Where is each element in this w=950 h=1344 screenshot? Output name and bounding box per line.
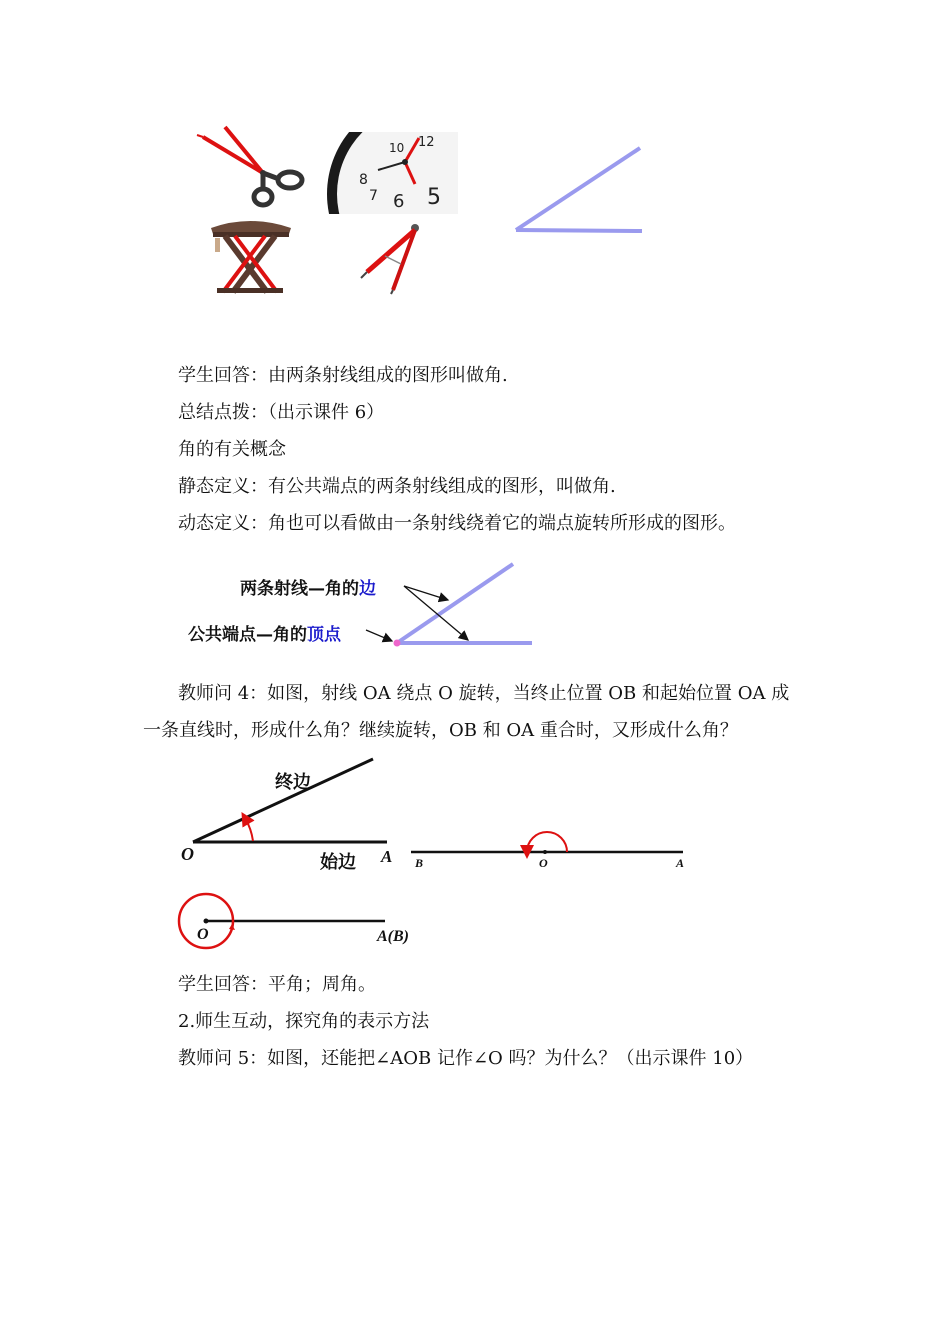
paragraph-question-4-line1: 教师问 4：如图，射线 OA 绕点 O 旋转，当终止位置 OB 和起始位置 OA 成 [178,683,790,704]
folding-stool-icon [205,218,295,296]
clock-number-5: 5 [427,185,441,210]
clock-icon [323,132,458,214]
ray-upper [397,564,513,643]
label-o-acute: O [181,844,194,864]
clock-number-8: 8 [359,172,368,188]
label-a-acute: A [381,847,393,866]
vertex-dot [394,640,401,647]
paragraph-section-heading: 2.师生互动，探究角的表示方法 [178,1011,430,1032]
label-initial-side: 始边 [320,852,356,873]
paragraph-summary: 总结点拨：（出示课件 6） [178,402,385,423]
paragraph-student-answer-1: 学生回答：由两条射线组成的图形叫做角. [178,365,508,386]
label-o-full: O [197,926,209,943]
label-rays: 两条射线—角的边 [240,579,376,599]
paragraph-question-4-line2: 一条直线时，形成什么角？继续旋转，OB 和 OA 重合时，又形成什么角？ [143,720,738,741]
label-ab-full: A(B) [377,928,409,945]
paragraph-question-5: 教师问 5：如图，还能把∠AOB 记作∠O 吗？为什么？（出示课件 10） [178,1048,754,1069]
drawing-compass-icon [355,220,440,295]
figure-angle-parts [180,558,550,653]
figure-rotation [175,752,695,952]
label-a-straight: A [676,856,685,870]
illustration-panel [175,120,645,300]
paragraph-concept-heading: 角的有关概念 [178,439,286,460]
clock-number-6: 6 [393,191,405,212]
scissors-icon [195,125,310,210]
label-terminal-side: 终边 [275,772,311,793]
clock-number-10: 10 [389,141,405,155]
paragraph-student-answer-2: 学生回答：平角；周角。 [178,974,376,995]
label-vertex: 公共端点—角的顶点 [188,625,341,645]
paragraph-static-definition: 静态定义：有公共端点的两条射线组成的图形，叫做角. [178,476,616,497]
rotation-arc-straight [527,832,567,852]
label-vertex-highlight: 顶点 [307,625,341,645]
rotation-arc-acute [245,818,253,841]
clock-number-7: 7 [369,188,378,204]
clock-number-12: 12 [418,135,435,150]
paragraph-dynamic-definition: 动态定义：角也可以看做由一条射线绕着它的端点旋转所形成的图形。 [178,513,736,534]
angle-sketch [510,140,650,240]
label-o-straight: O [539,856,548,870]
label-side-highlight: 边 [359,579,376,599]
label-b-straight: B [415,856,424,870]
